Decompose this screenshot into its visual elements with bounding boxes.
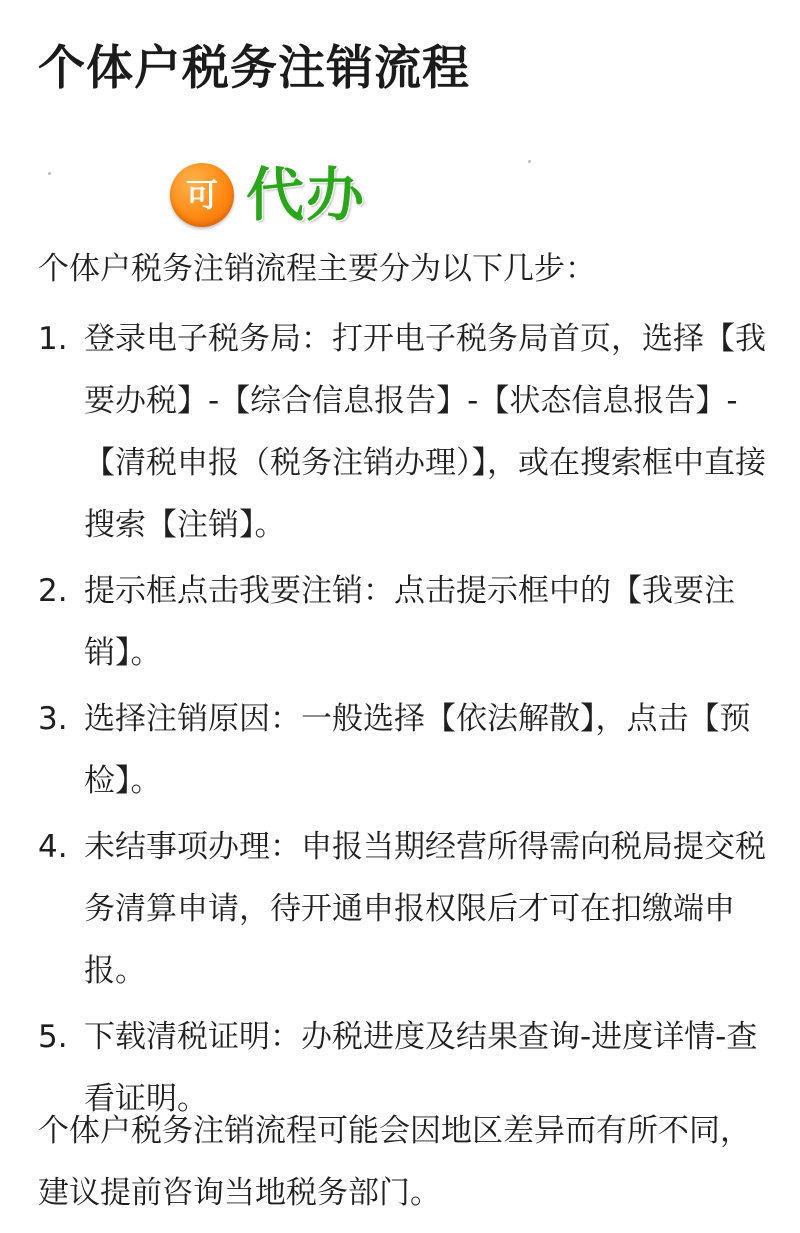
step-text: 未结事项办理：申报当期经营所得需向税局提交税务清算申请，待开通申报权限后才可在扣缴端申报。 <box>84 829 766 989</box>
list-item <box>38 688 768 812</box>
steps-list <box>38 308 768 1134</box>
list-item <box>38 308 768 556</box>
step-number: 2. <box>38 573 68 609</box>
service-badge <box>170 160 366 230</box>
list-item <box>38 560 768 684</box>
intro-text: 个体户税务注销流程主要分为以下几步： <box>38 251 596 287</box>
step-text: 选择注销原因：一般选择【依法解散】，点击【预检】。 <box>84 701 751 799</box>
footer-note: 个体户税务注销流程可能会因地区差异而有所不同，建议提前咨询当地税务部门。 <box>38 1113 751 1211</box>
step-number: 5. <box>38 1019 68 1055</box>
page-title: 个体户税务注销流程 <box>38 41 470 96</box>
badge-label: 代办 <box>246 161 367 229</box>
list-item <box>38 816 768 1002</box>
step-number: 1. <box>38 321 68 357</box>
decorative-dot <box>48 172 51 175</box>
step-text: 提示框点击我要注销：点击提示框中的【我要注销】。 <box>84 573 735 671</box>
step-number: 3. <box>38 701 68 737</box>
step-number: 4. <box>38 829 68 865</box>
badge-icon: 可 <box>170 163 234 227</box>
decorative-dot <box>528 160 531 163</box>
step-text: 下载清税证明：办税进度及结果查询-进度详情-查看证明。 <box>84 1019 758 1117</box>
step-text: 登录电子税务局：打开电子税务局首页，选择【我要办税】-【综合信息报告】-【状态信息报告】-【清税申报（税务注销办理）】，或在搜索框中直接搜索【注销】。 <box>84 321 766 543</box>
